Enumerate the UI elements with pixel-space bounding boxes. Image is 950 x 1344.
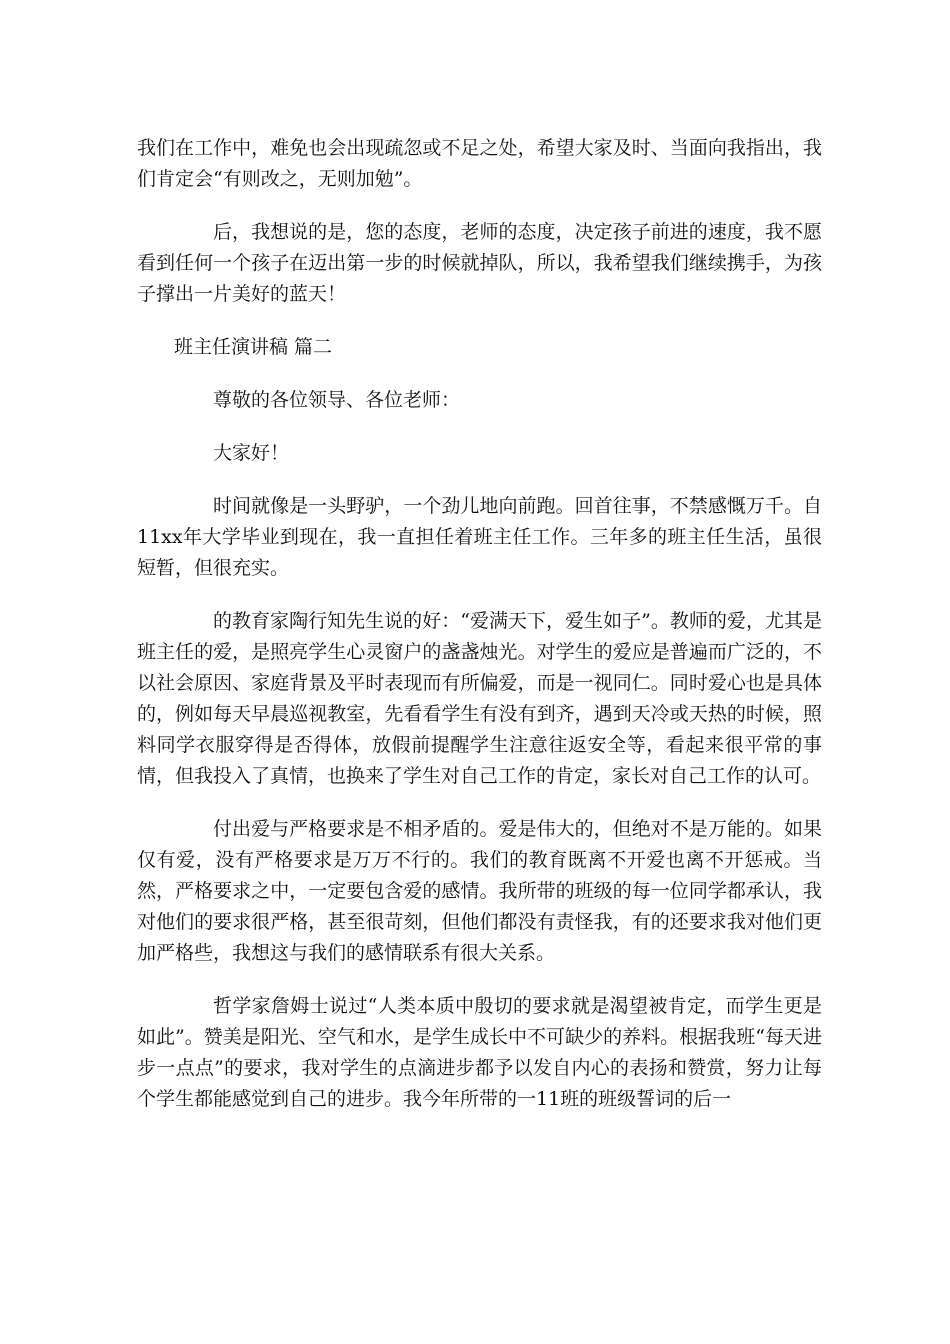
salutation: 尊敬的各位领导、各位老师： — [213, 389, 461, 411]
paragraph-time: 时间就像是一头野驴，一个劲儿地向前跑。回首往事，不禁感慨万千。自11xx年大学毕业到现在，我一直担任着班主任工作。三年多的班主任生活，虽很短暂，但很充实。 — [137, 495, 822, 579]
section-heading: 班主任演讲稿 篇二 — [174, 336, 333, 358]
paragraph-love: 的教育家陶行知先生说的好：“爱满天下，爱生如子”。教师的爱，尤其是班主任的爱，是照亮学生心灵窗户的盏盏烛光。对学生的爱应是普遍而广泛的，不以社会原因、家庭背景及平时表现而有所偏爱，而是一视同仁。同时爱心也是具体的，例如每天早晨巡视教室，先看看学生有没有到齐，遇到天冷或天热的时候，照料同学衣服穿得是否得体，放假前提醒学生注意往返安全等，看起来很平常的事情，但我投入了真情，也换来了学生对自己工作的肯定，家长对自己工作的认可。 — [137, 610, 822, 787]
document-body — [137, 133, 822, 1137]
greeting: 大家好！ — [213, 442, 290, 464]
paragraph-praise: 哲学家詹姆士说过“人类本质中殷切的要求就是渴望被肯定，而学生更是如此”。赞美是阳光、空气和水，是学生成长中不可缺少的养料。根据我班“每天进步一点点”的要求，我对学生的点滴进步都予以发自内心的表扬和赞赏，努力让每个学生都能感觉到自己的进步。我今年所带的一11班的班级誓词的后一 — [137, 995, 822, 1110]
paragraph-1: 我们在工作中，难免也会出现疏忽或不足之处，希望大家及时、当面向我指出，我们肯定会“有则改之，无则加勉”。 — [137, 137, 822, 190]
paragraph-strict: 付出爱与严格要求是不相矛盾的。爱是伟大的，但绝对不是万能的。如果仅有爱，没有严格要求是万万不行的。我们的教育既离不开爱也离不开惩戒。当然，严格要求之中，一定要包含爱的感情。我所带的班级的每一位同学都承认，我对他们的要求很严格，甚至很苛刻，但他们都没有责怪我，有的还要求我对他们更加严格些，我想这与我们的感情联系有很大关系。 — [137, 818, 822, 964]
paragraph-2: 后，我想说的是，您的态度，老师的态度，决定孩子前进的速度，我不愿看到任何一个孩子在迈出第一步的时候就掉队，所以，我希望我们继续携手，为孩子撑出一片美好的蓝天！ — [137, 221, 822, 305]
